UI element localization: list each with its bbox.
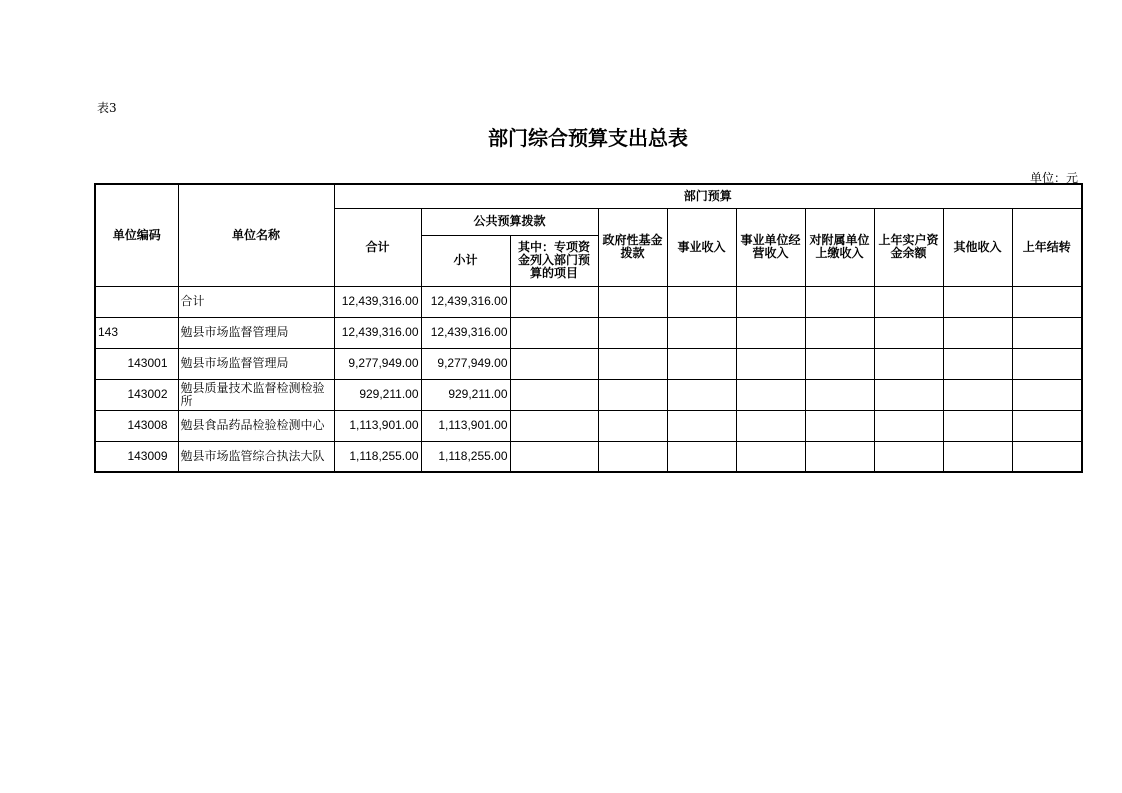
cell-name: 勉县食品药品检验检测中心 — [178, 410, 334, 441]
table-row — [95, 286, 1082, 317]
header-carryover: 上年结转 — [1012, 208, 1082, 286]
cell-name: 勉县市场监管综合执法大队 — [178, 441, 334, 472]
header-other-income: 其他收入 — [943, 208, 1012, 286]
cell-subtotal: 929,211.00 — [421, 379, 510, 410]
cell-name: 勉县市场监督管理局 — [178, 317, 334, 348]
table-row — [95, 410, 1082, 441]
header-unit-name: 单位名称 — [178, 184, 334, 286]
unit-label: 单位：元 — [1029, 171, 1078, 185]
header-subtotal: 小计 — [421, 235, 510, 286]
cell-code: 143 — [95, 317, 178, 348]
cell-code: 143009 — [95, 441, 178, 472]
cell-subtotal: 12,439,316.00 — [421, 286, 510, 317]
cell-total: 1,118,255.00 — [334, 441, 421, 472]
cell-total: 929,211.00 — [334, 379, 421, 410]
header-special-items: 其中：专项资金列入部门预算的项目 — [510, 235, 598, 286]
header-gov-fund: 政府性基金拨款 — [598, 208, 667, 286]
header-dept-budget: 部门预算 — [334, 184, 1082, 208]
page-title: 部门综合预算支出总表 — [488, 126, 688, 150]
header-public-budget: 公共预算拨款 — [421, 208, 598, 235]
table-number: 表3 — [97, 101, 117, 115]
table-row — [95, 317, 1082, 348]
table-row — [95, 441, 1082, 472]
table-row — [95, 379, 1082, 410]
cell-total: 12,439,316.00 — [334, 317, 421, 348]
cell-code: 143002 — [95, 379, 178, 410]
table-row — [95, 348, 1082, 379]
header-total: 合计 — [334, 208, 421, 286]
cell-total: 12,439,316.00 — [334, 286, 421, 317]
header-operating-income: 事业单位经营收入 — [736, 208, 805, 286]
header-prior-balance: 上年实户资金余额 — [874, 208, 943, 286]
cell-code: 143001 — [95, 348, 178, 379]
cell-name: 合计 — [178, 286, 334, 317]
header-business-income: 事业收入 — [667, 208, 736, 286]
cell-code — [95, 286, 178, 317]
cell-subtotal: 12,439,316.00 — [421, 317, 510, 348]
header-subordinate-income: 对附属单位上缴收入 — [805, 208, 874, 286]
budget-table — [94, 183, 1083, 473]
cell-subtotal: 1,118,255.00 — [421, 441, 510, 472]
cell-name: 勉县质量技术监督检测检验所 — [178, 379, 334, 410]
cell-subtotal: 1,113,901.00 — [421, 410, 510, 441]
cell-total: 1,113,901.00 — [334, 410, 421, 441]
cell-name: 勉县市场监督管理局 — [178, 348, 334, 379]
cell-code: 143008 — [95, 410, 178, 441]
header-unit-code: 单位编码 — [95, 184, 178, 286]
cell-subtotal: 9,277,949.00 — [421, 348, 510, 379]
cell-total: 9,277,949.00 — [334, 348, 421, 379]
